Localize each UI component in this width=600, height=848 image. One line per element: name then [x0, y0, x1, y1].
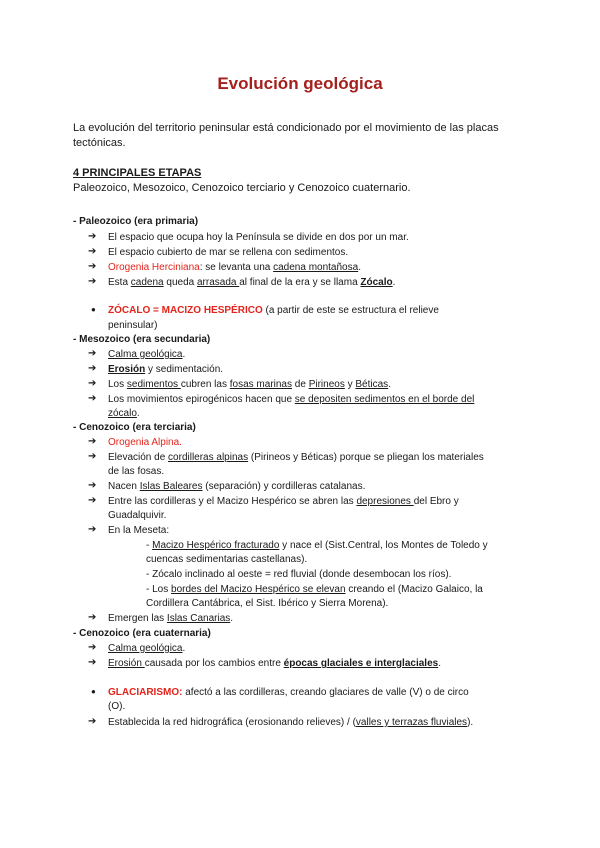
list-item: GLACIARISMO: afectó a las cordilleras, creando glaciares de valle (V) o de circo: [108, 687, 469, 698]
list-item: Esta cadena queda arrasada al final de la era y se llama Zócalo.: [108, 277, 396, 288]
bullet-icon: ●: [91, 305, 96, 314]
stages-text: Paleozoico, Mesozoico, Cenozoico terciario y Cenozoico cuaternario.: [73, 182, 411, 194]
sub-item-continuation: Cordillera Cantábrica, el Sist. Ibérico y Sierra Morena).: [146, 598, 389, 609]
list-item: ZÓCALO = MACIZO HESPÉRICO (a partir de este se estructura el relieve: [108, 305, 439, 316]
arrow-icon: ➔: [88, 348, 97, 359]
list-item: Orogenia Alpina.: [108, 437, 182, 448]
arrow-icon: ➔: [88, 261, 97, 272]
list-item: Erosión causada por los cambios entre épocas glaciales e interglaciales.: [108, 658, 441, 669]
intro-paragraph: La evolución del territorio peninsular está condicionado por el movimiento de las placas tectónicas.: [73, 122, 499, 149]
sub-item: - Los bordes del Macizo Hespérico se elevan creando el (Macizo Galaico, la: [146, 584, 483, 595]
list-item: Elevación de cordilleras alpinas (Pirineos y Béticas) porque se pliegan los materiales: [108, 452, 484, 463]
mesozoico-heading: - Mesozoico (era secundaria): [73, 334, 211, 345]
arrow-icon: ➔: [88, 524, 97, 535]
sub-item: - Macizo Hespérico fracturado y nace el (Sist.Central, los Montes de Toledo y: [146, 540, 488, 551]
arrow-icon: ➔: [88, 231, 97, 242]
list-item-continuation: peninsular): [108, 320, 158, 331]
paleozoico-heading: - Paleozoico (era primaria): [73, 216, 199, 227]
arrow-icon: ➔: [88, 363, 97, 374]
list-item: Calma geológica.: [108, 643, 186, 654]
list-item: Nacen Islas Baleares (separación) y cordilleras catalanas.: [108, 481, 366, 492]
arrow-icon: ➔: [88, 480, 97, 491]
list-item-continuation: (O).: [108, 701, 126, 712]
list-item-continuation: zócalo.: [108, 408, 140, 419]
sub-item: - Zócalo inclinado al oeste = red fluvial (donde desembocan los ríos).: [146, 569, 452, 580]
list-item: El espacio que ocupa hoy la Península se divide en dos por un mar.: [108, 232, 409, 243]
list-item: Emergen las Islas Canarias.: [108, 613, 234, 624]
list-item-continuation: de las fosas.: [108, 466, 165, 477]
arrow-icon: ➔: [88, 276, 97, 287]
terciaria-heading: - Cenozoico (era terciaria): [73, 422, 196, 433]
list-item: Los movimientos epirogénicos hacen que se depositen sedimentos en el borde del: [108, 394, 475, 405]
list-item: Orogenia Herciniana: se levanta una cadena montañosa.: [108, 262, 361, 273]
arrow-icon: ➔: [88, 642, 97, 653]
arrow-icon: ➔: [88, 378, 97, 389]
arrow-icon: ➔: [88, 716, 97, 727]
page-title: Evolución geológica: [217, 74, 383, 93]
list-item: El espacio cubierto de mar se rellena con sedimentos.: [108, 247, 349, 258]
arrow-icon: ➔: [88, 495, 97, 506]
sub-item-continuation: cuencas sedimentarias castellanas).: [146, 554, 308, 565]
list-item: Erosión y sedimentación.: [108, 364, 224, 375]
arrow-icon: ➔: [88, 657, 97, 668]
arrow-icon: ➔: [88, 436, 97, 447]
list-item: Los sedimentos cubren las fosas marinas de Pirineos y Béticas.: [108, 379, 391, 390]
bullet-icon: ●: [91, 687, 96, 696]
list-item: Establecida la red hidrográfica (erosionando relieves) / (valles y terrazas fluviales).: [108, 717, 474, 728]
cuaternaria-heading: - Cenozoico (era cuaternaria): [73, 628, 211, 639]
arrow-icon: ➔: [88, 451, 97, 462]
list-item: En la Meseta:: [108, 525, 170, 536]
arrow-icon: ➔: [88, 246, 97, 257]
list-item: Entre las cordilleras y el Macizo Hespérico se abren las depresiones del Ebro y: [108, 496, 459, 507]
arrow-icon: ➔: [88, 393, 97, 404]
list-item-continuation: Guadalquivir.: [108, 510, 167, 521]
stages-heading: 4 PRINCIPALES ETAPAS: [73, 167, 202, 179]
arrow-icon: ➔: [88, 612, 97, 623]
list-item: Calma geológica.: [108, 349, 186, 360]
